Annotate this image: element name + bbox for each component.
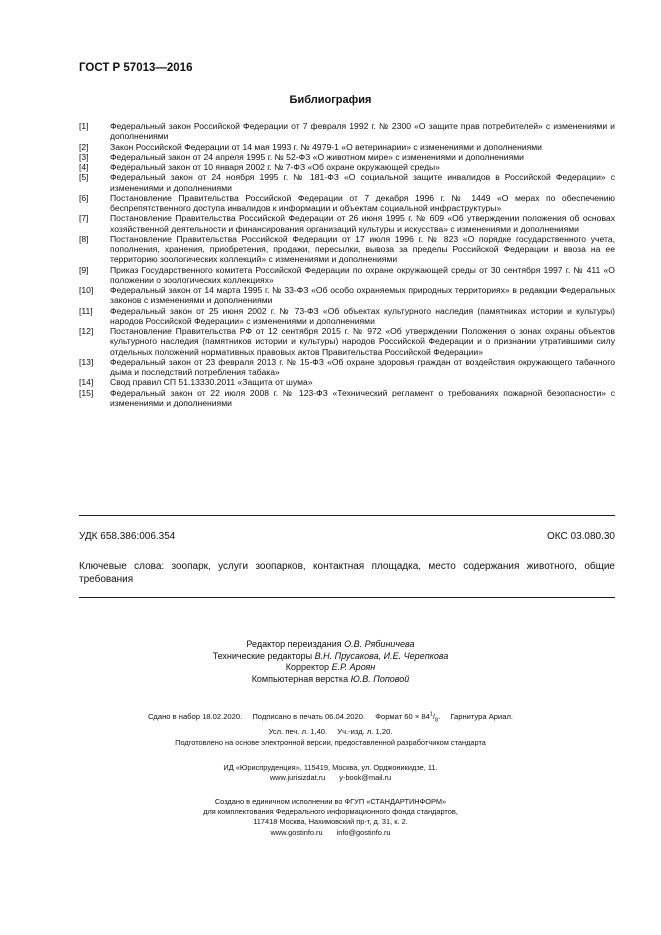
item-number: [3] [79, 151, 89, 162]
printer-line: для комплектования Федерального информационного фонда стандартов, [203, 807, 458, 817]
credit-line [0, 651, 661, 663]
publisher-email[interactable]: y-book@mail.ru [339, 773, 392, 783]
item-number: [10] [79, 285, 94, 295]
format-prefix: Формат 60 × 84 [375, 711, 430, 721]
basis-note: Подготовлено на основе электронной версии, предоставленной разработчиком стандарта [175, 738, 486, 747]
printer-contacts [0, 828, 661, 838]
credit-role: Редактор переиздания [246, 639, 342, 649]
bibliography-item [79, 306, 615, 327]
printer-line: Создано в единичном исполнении во ФГУП «СТАНДАРТИНФОРМ» [214, 797, 447, 806]
credit-role: Корректор [285, 662, 330, 672]
item-number: [13] [79, 356, 94, 367]
bibliography-item [79, 357, 615, 378]
item-number: [5] [79, 172, 89, 183]
item-number: [11] [79, 305, 93, 316]
credit-line [0, 662, 661, 674]
oks-code: ОКС 03.080.30 [547, 531, 615, 542]
bibliography-item [79, 234, 615, 265]
item-text: Федеральный закон Российской Федерации от 7 февраля 1992 г. № 2300 «О защите прав потребителей» с изменениями и дополнениями [110, 121, 615, 142]
print-sheets: Усл. печ. л. 1,40. [268, 727, 328, 737]
item-text: Федеральный закон от 24 апреля 1995 г. № 52-ФЗ «О животном мире» с изменениями и дополнениями [110, 151, 524, 162]
item-text: Свод правил СП 51.13330.2011 «Защита от шума» [110, 377, 313, 388]
bibliography-item [79, 285, 615, 306]
item-text: Постановление Правительства Российской Федерации от 26 июня 1995 г. № 609 «Об утверждении положения об основах хозяйственной деятельности и финансирования организаций культуры и искусства» с изменениями и дополнениями [110, 213, 615, 234]
udk-code: УДК 658.386:006.354 [79, 531, 176, 542]
credit-role: Технические редакторы [212, 650, 313, 661]
credits [0, 639, 661, 685]
format-denominator: 8 [435, 717, 439, 724]
print-info [0, 709, 661, 737]
format-numerator: 1 [429, 711, 433, 717]
divider [79, 597, 615, 598]
typeface: Гарнитура Ариал. [450, 711, 514, 721]
bibliography-item [79, 121, 615, 142]
credit-name: Е.Р. Ароян [331, 662, 376, 672]
bibliography-item [79, 152, 615, 162]
bibliography-list [79, 121, 615, 408]
bibliography-item [79, 213, 615, 234]
bibliography-item [79, 326, 615, 357]
print-row [0, 709, 661, 726]
bibliography-item [79, 172, 615, 193]
item-number: [4] [79, 162, 89, 172]
credit-name: В.Н. Прусакова, И.Е. Черепкова [314, 650, 449, 661]
item-text: Федеральный закон от 22 июля 2008 г. № 123-ФЗ «Технический регламент о требованиях пожарной безопасности» с изменениями и дополнениями [110, 387, 615, 408]
standard-designation: ГОСТ Р 57013—2016 [79, 62, 193, 74]
credit-line [0, 674, 661, 686]
publisher-contacts [0, 773, 661, 783]
publisher-info [0, 763, 661, 783]
paper-format: Формат $60 \times 84^1/_8$. [375, 711, 441, 724]
item-number: [8] [79, 233, 89, 244]
item-number: [9] [79, 264, 89, 275]
item-text: Постановление Правительства Российской Федерации от 17 июля 1996 г. № 823 «О порядке государственного учета, пополнения, хранения, приобретения, продажи, пересылки, вывоза за пределы Российской Федерации и ввоза на ее территорию зоологических коллекций» с изменениями и дополнениями [110, 233, 615, 265]
submitted-date: Сдано в набор 18.02.2020. [147, 711, 243, 721]
item-number: [6] [79, 192, 89, 203]
printer-address: 117418 Москва, Нахимовский пр-т, д. 31, к. 2. [253, 817, 408, 827]
item-number: [7] [79, 213, 89, 224]
printer-info [0, 797, 661, 838]
publisher-site[interactable]: www.jurisizdat.ru [269, 773, 326, 783]
bibliography-title: Библиография [289, 94, 372, 106]
item-text: Приказ Государственного комитета Российской Федерации по охране окружающей среды от 30 сентября 1997 г. № 411 «О положении о зоологических коллекциях» [110, 264, 615, 285]
item-text: Федеральный закон от 23 февраля 2013 г. № 15-ФЗ «Об охране здоровья граждан от воздействия окружающего табачного дыма и последствий потребления табака» [110, 356, 615, 377]
item-number: [15] [79, 387, 94, 398]
item-number: [14] [79, 377, 94, 388]
item-text: Федеральный закон от 14 марта 1995 г. № 33-ФЗ «Об особо охраняемых природных территориях» в редакции Федеральных законов с изменениями и дополнениями [110, 285, 615, 306]
bibliography-item [79, 193, 615, 214]
bibliography-item [79, 265, 615, 286]
item-text: Закон Российской Федерации от 14 мая 1993 г. № 4979-1 «О ветеринарии» с изменениями и дополнениями [110, 141, 542, 152]
item-text: Постановление Правительства РФ от 12 сентября 2015 г. № 972 «Об утверждении Положения о зонах охраны объектов культурного наследия (памятников истории и культуры) народов Российской Федерации и о признании утратившими силу отдельных положений нормативных правовых актов Правительства Российской Федерации» [110, 326, 615, 357]
item-number: [12] [79, 326, 94, 336]
item-number: [2] [79, 141, 89, 152]
printer-site[interactable]: www.gostinfo.ru [270, 827, 323, 837]
publisher-address: ИД «Юриспруденция», 115419, Москва, ул. Орджоникидзе, 11. [223, 763, 438, 772]
credit-line [0, 639, 661, 651]
divider [79, 515, 615, 516]
item-text: Федеральный закон от 25 июня 2002 г. № 73-ФЗ «Об объектах культурного наследия (памятниках истории и культуры) народов Российской Федерации» с изменениями и дополнениями [110, 305, 615, 326]
item-text: Постановление Правительства Российской Федерации от 7 декабря 1996 г. № 1449 «О мерах по обеспечению беспрепятственного доступа инвалидов к информации и объектам социальной инфраструктуры» [110, 192, 615, 213]
credit-role: Компьютерная верстка [251, 673, 349, 684]
printer-email[interactable]: info@gostinfo.ru [336, 827, 391, 837]
item-number: [1] [79, 121, 89, 131]
print-row [0, 726, 661, 737]
keywords: Ключевые слова: зоопарк, услуги зоопарков, контактная площадка, место содержания животного, общие требования [79, 561, 615, 585]
publisher-sheets: Уч.-изд. л. 1,20. [337, 727, 393, 737]
credit-name: Ю.В. Поповой [350, 673, 410, 684]
signed-date: Подписано в печать 06.04.2020. [252, 711, 366, 721]
item-text: Федеральный закон от 10 января 2002 г. № 7-ФЗ «Об охране окружающей среды» [110, 162, 440, 172]
bibliography-item [79, 377, 615, 387]
credit-name: О.В. Рябиничева [344, 639, 415, 649]
bibliography-item [79, 142, 615, 152]
bibliography-item [79, 162, 615, 172]
bibliography-item [79, 388, 615, 409]
item-text: Федеральный закон от 24 ноября 1995 г. № 181-ФЗ «О социальной защите инвалидов в Российской Федерации» с изменениями и дополнениями [110, 172, 615, 193]
